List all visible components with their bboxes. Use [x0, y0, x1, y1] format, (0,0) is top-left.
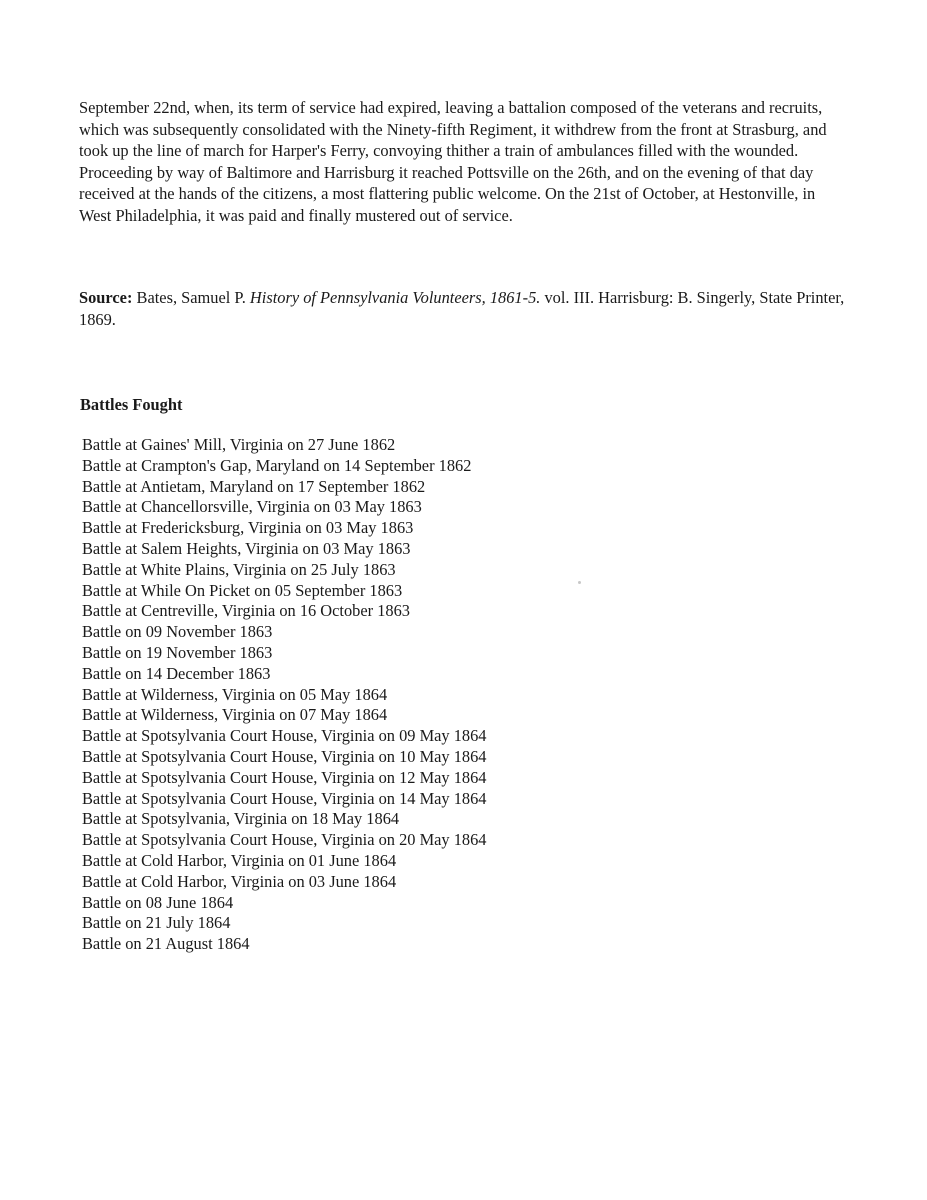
battle-item: Battle at Spotsylvania Court House, Virginia on 20 May 1864: [82, 830, 487, 850]
scan-speck: [578, 581, 581, 584]
source-label: Source:: [79, 288, 133, 307]
battle-item: Battle on 14 December 1863: [82, 663, 271, 683]
battle-item: Battle at Wilderness, Virginia on 07 May 1864: [82, 705, 388, 725]
source-author: Bates, Samuel P.: [136, 288, 246, 307]
source-citation: [79, 287, 849, 331]
battle-item: Battle at White Plains, Virginia on 25 July 1863: [82, 559, 396, 579]
battle-item: Battle on 08 June 1864: [82, 892, 234, 912]
battle-item: Battle at Gaines' Mill, Virginia on 27 June 1862: [82, 435, 396, 454]
battle-item: Battle at Antietam, Maryland on 17 September 1862: [82, 476, 426, 496]
battle-item: Battle at Wilderness, Virginia on 05 May 1864: [82, 684, 388, 704]
battle-item: Battle on 21 August 1864: [82, 934, 250, 954]
battle-item: Battle on 19 November 1863: [82, 642, 273, 662]
battle-item: Battle at Chancellorsville, Virginia on 03 May 1863: [82, 497, 422, 517]
battle-item: Battle at Crampton's Gap, Maryland on 14 September 1862: [82, 455, 472, 475]
battles-list: [82, 435, 487, 955]
history-paragraph: September 22nd, when, its term of service had expired, leaving a battalion composed of the veterans and recruits, which was subsequently consolidated with the Ninety-fifth Regiment, it withdrew from the front at Strasburg, and took up the line of march for Harper's Ferry, convoying thither a train of ambulances filled with the wounded. Proceeding by way of Baltimore and Harrisburg it reached Pottsville on the 26th, and on the evening of that day received at the hands of the citizens, a most flattering public welcome. On the 21st of October, at Hestonville, in West Philadelphia, it was paid and finally mustered out of service.: [79, 98, 827, 225]
battle-item: Battle on 09 November 1863: [82, 622, 273, 642]
source-title: History of Pennsylvania Volunteers, 1861-5.: [249, 288, 541, 307]
battle-item: Battle at Spotsylvania Court House, Virginia on 12 May 1864: [82, 767, 487, 787]
battle-item: Battle at While On Picket on 05 September 1863: [82, 580, 403, 600]
battle-item: Battle at Spotsylvania Court House, Virginia on 14 May 1864: [82, 788, 487, 808]
battle-item: Battle at Spotsylvania Court House, Virginia on 10 May 1864: [82, 746, 487, 766]
battle-item: Battle at Salem Heights, Virginia on 03 May 1863: [82, 538, 411, 558]
source-publication: vol. III. Harrisburg: B. Singerly, State Printer, 1869.: [79, 288, 845, 329]
battle-item: Battle at Spotsylvania Court House, Virginia on 09 May 1864: [82, 726, 487, 746]
battle-item: Battle at Cold Harbor, Virginia on 01 June 1864: [82, 850, 397, 870]
battle-item: Battle on 21 July 1864: [82, 913, 231, 933]
battle-item: Battle at Spotsylvania, Virginia on 18 May 1864: [82, 809, 400, 829]
battle-item: Battle at Fredericksburg, Virginia on 03 May 1863: [82, 518, 414, 538]
battle-item: Battle at Centreville, Virginia on 16 October 1863: [82, 601, 410, 621]
battle-item: Battle at Cold Harbor, Virginia on 03 June 1864: [82, 871, 397, 891]
battles-heading: Battles Fought: [80, 395, 183, 414]
